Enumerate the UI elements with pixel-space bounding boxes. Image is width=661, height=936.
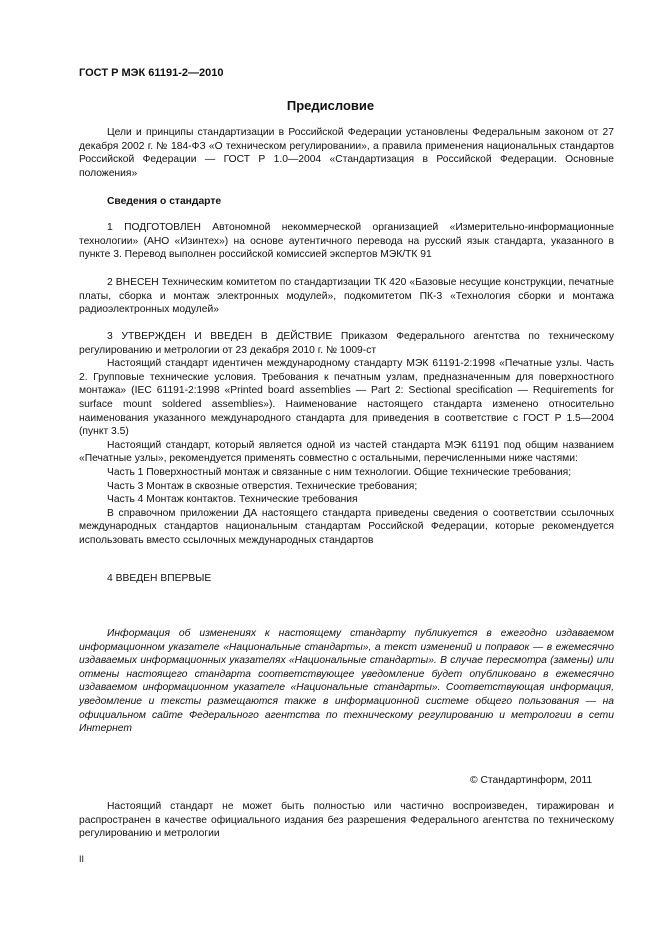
intro-paragraph-block [79, 126, 614, 180]
item-4-block [79, 572, 614, 586]
item-1-block [79, 221, 614, 262]
item-2-block [79, 276, 614, 317]
part-list-item: Часть 4 Монтаж контактов. Технические требования [107, 494, 358, 506]
item-3-paragraph-3: Настоящий стандарт, который является одной из частей стандарта МЭК 61191 под общим названием «Печатные узлы», рекомендуется применять совместно с остальными, перечисленными ниже частями: [79, 439, 614, 465]
document-code-header: ГОСТ Р МЭК 61191-2—2010 [79, 67, 224, 79]
item-3-paragraph-4: В справочном приложении ДА настоящего стандарта приведены сведения о соответствии ссылочных международных стандартов национальным стандартам Российской Федерации, которые рекомендуется использовать вместо ссылочных международных стандартов [79, 507, 614, 546]
item-3-block [79, 330, 614, 548]
intro-paragraph: Цели и принципы стандартизации в Российской Федерации установлены Федеральным законом от 27 декабря 2002 г. № 184-ФЗ «О техническом регулировании», а правила применения национальных стандартов Российской Федерации — ГОСТ Р 1.0—2004 «Стандартизация в Российской Федерации. Основные положения» [79, 127, 614, 179]
notice-block [79, 800, 614, 841]
item-3-paragraph-1: 3 УТВЕРЖДЕН И ВВЕДЕН В ДЕЙСТВИЕ Приказом Федерального агентства по техническому регулированию и метрологии от 23 декабря 2010 г. № 1009-ст [79, 331, 614, 356]
item-2-paragraph: 2 ВНЕСЕН Техническим комитетом по стандартизации ТК 420 «Базовые несущие конструкции, печатные платы, сборка и монтаж электронных модулей», подкомитетом ПК-3 «Технология сборки и монтажа радиоэлектронных модулей» [79, 277, 614, 316]
page-number: II [79, 854, 85, 864]
part-list-item: Часть 3 Монтаж в сквозные отверстия. Технические требования; [107, 480, 418, 492]
section-subtitle: Сведения о стандарте [107, 196, 222, 207]
info-paragraph: Информация об изменениях к настоящему стандарту публикуется в ежегодно издаваемом информационном указателе «Национальные стандарты», а текст изменений и поправок — в ежемесячно издаваемых информационных указателях «Национальные стандарты». В случае пересмотра (замены) или отмены настоящего стандарта соответствующее уведомление будет опубликовано в ежемесячно издаваемом информационном указателе «Национальные стандарты». Соответствующая информация, уведомление и тексты размещаются также в информационной системе общего пользования — на официальном сайте Федерального агентства по техническому регулированию и метрологии в сети Интернет [79, 628, 614, 735]
info-block [79, 627, 614, 736]
page-title: Предисловие [286, 98, 375, 113]
copyright-line: © Стандартинформ, 2011 [470, 775, 593, 786]
item-3-paragraph-2: Настоящий стандарт идентичен международному стандарту МЭК 61191-2:1998 «Печатные узлы. Часть 2. Групповые технические условия. Требования к печатным узлам, предназначенным для поверхностного монтажа» (IEC 61191-2:1998 «Printed board assemblies — Part 2: Sectional specification — Requirements for surface mount soldered assemblies»). Наименование настоящего стандарта изменено относительно наименования указанного международного стандарта для приведения в соответствие с ГОСТ Р 1.5—2004 (пункт 3.5) [79, 358, 614, 438]
item-4-paragraph: 4 ВВЕДЕН ВПЕРВЫЕ [107, 573, 212, 584]
item-1-paragraph: 1 ПОДГОТОВЛЕН Автономной некоммерческой организацией «Измерительно-информационные технологии» (АНО «Изинтех») на основе аутентичного перевода на русский язык стандарта, указанного в пункте 3. Перевод выполнен российской комиссией экспертов МЭК/ТК 91 [79, 222, 614, 261]
part-list-item: Часть 1 Поверхностный монтаж и связанные с ним технологии. Общие технические требования; [107, 466, 572, 478]
notice-paragraph: Настоящий стандарт не может быть полностью или частично воспроизведен, тиражирован и распространен в качестве официального издания без разрешения Федерального агентства по техническому регулированию и метрологии [79, 801, 614, 840]
